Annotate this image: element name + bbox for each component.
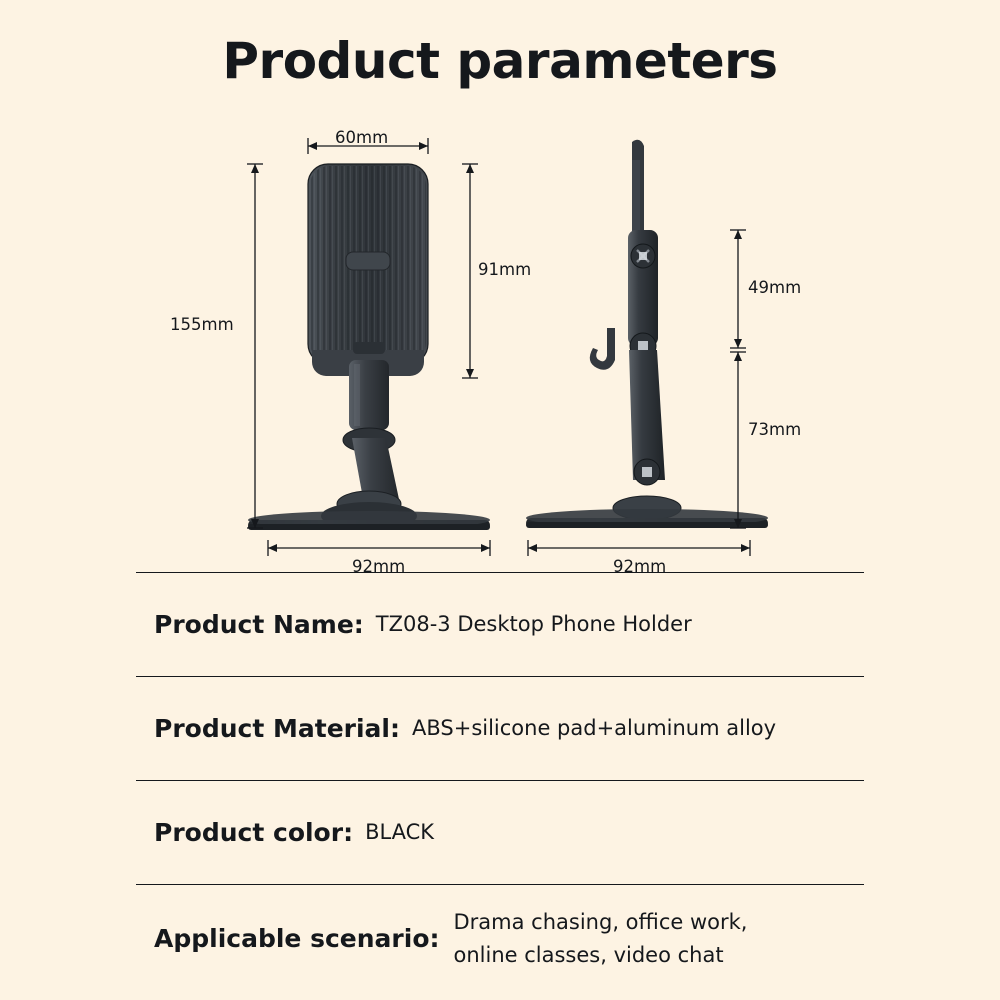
dim-side-upper-arm: 49mm (748, 278, 802, 297)
spec-value-product-name: TZ08-3 Desktop Phone Holder (375, 612, 692, 637)
dim-front-cradle-height: 91mm (478, 260, 532, 279)
diagram-svg (130, 120, 870, 570)
spec-value-product-color: BLACK (365, 820, 435, 845)
product-dimension-diagram (130, 120, 870, 576)
spec-label-product-color: Product color: (154, 818, 354, 847)
dim-front-total-height: 155mm (170, 315, 234, 334)
spec-label-product-name: Product Name: (154, 610, 364, 639)
spec-value-scenario-line2: online classes, video chat (453, 942, 724, 967)
dim-front-width: 60mm (335, 128, 389, 147)
side-view-holder (526, 140, 768, 528)
spec-value-scenario-line1: Drama chasing, office work, (453, 909, 748, 934)
spec-value-product-material: ABS+silicone pad+aluminum alloy (411, 716, 777, 741)
spec-label-applicable-scenario: Applicable scenario: (154, 924, 440, 953)
front-view-holder (248, 164, 490, 530)
spec-table (136, 572, 864, 992)
spec-row-applicable-scenario (136, 884, 864, 992)
dim-front-base-width: 92mm (352, 557, 406, 576)
dim-side-lower-arm: 73mm (748, 420, 802, 439)
spec-label-product-material: Product Material: (154, 714, 400, 743)
spec-row-product-color (136, 780, 864, 884)
spec-value-applicable-scenario (454, 906, 748, 971)
spec-row-product-material (136, 676, 864, 780)
dim-side-base-width: 92mm (613, 557, 667, 576)
page-title: Product parameters (222, 32, 778, 90)
spec-row-product-name (136, 572, 864, 676)
